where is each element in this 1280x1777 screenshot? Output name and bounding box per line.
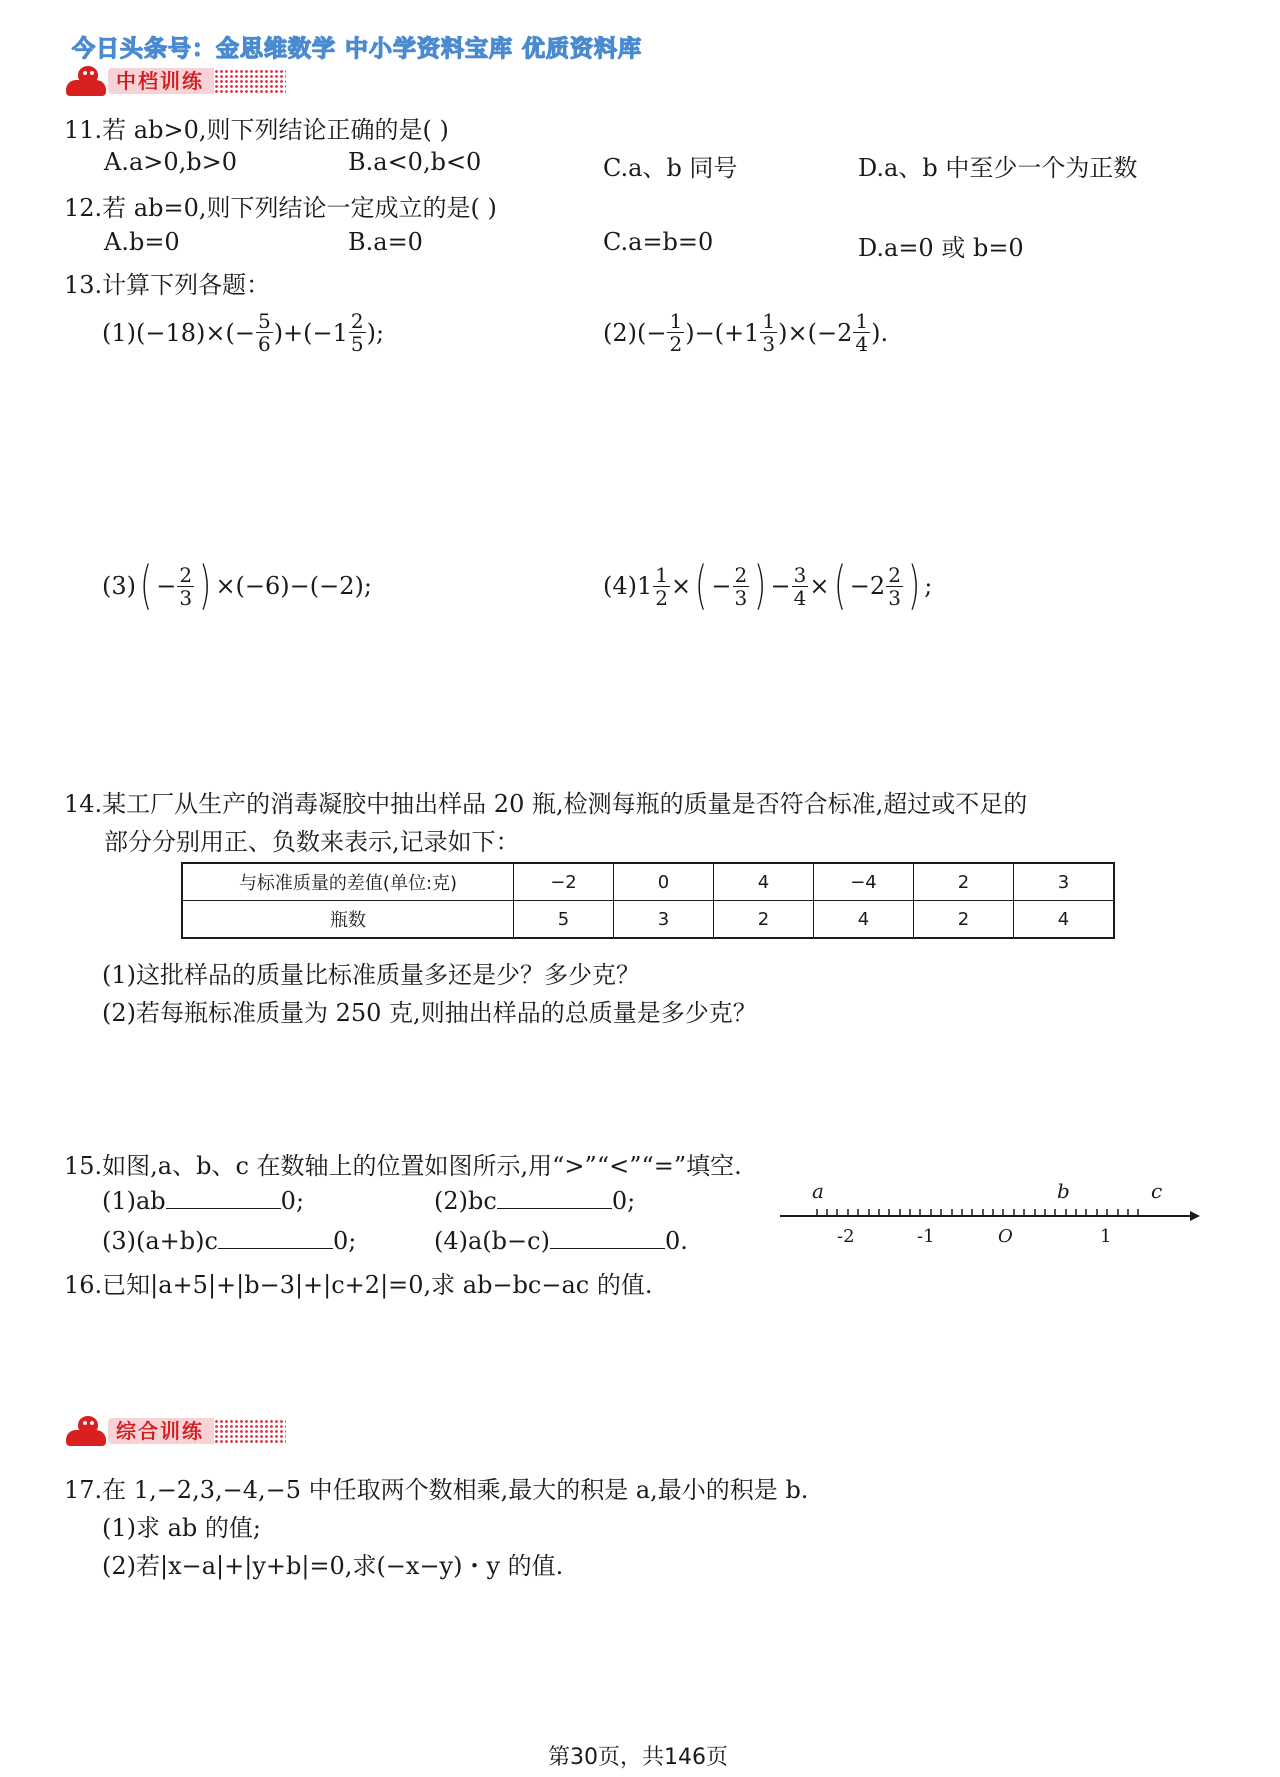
section-label-mid: 中档训练 — [108, 68, 214, 94]
table-cell: 2 — [714, 901, 814, 939]
mascot-icon — [62, 1416, 108, 1446]
q14-stem-line1: 14.某工厂从生产的消毒凝胶中抽出样品 20 瓶,检测每瓶的质量是否符合标准,超过或不足的 — [64, 790, 1028, 818]
q12-option-d: D.a=0 或 b=0 — [858, 234, 1024, 262]
q15-stem: 15.如图,a、b、c 在数轴上的位置如图所示,用“>”“<”“=”填空. — [64, 1152, 742, 1180]
table-cell: 4 — [814, 901, 914, 939]
dots-decoration — [214, 69, 286, 93]
fraction: $\frac{1}{2}$ — [669, 309, 683, 356]
answer-blank — [497, 1186, 612, 1209]
table-cell: −2 — [514, 863, 614, 901]
point-label-a: a — [812, 1179, 824, 1203]
q14-part2: (2)若每瓶标准质量为 250 克,则抽出样品的总质量是多少克？ — [102, 999, 757, 1027]
q13-part4: (4)1 $\frac{1}{2}$ × ( − $\frac{2}{3}$ ) − $\frac{3}{4}$ × ( −2 $\frac{2}{3}$ ) ; — [603, 556, 933, 616]
q13-part2: (2)(− $\frac{1}{2}$ )−(+1 $\frac{1}{3}$ )×(−2 $\frac{1}{4}$ ). — [603, 309, 889, 356]
q17-part2: (2)若|x−a|+|y+b|=0,求(−x−y)・y 的值. — [102, 1552, 564, 1580]
q15-part2: (2)bc 0; — [434, 1187, 636, 1215]
table-row-header: 瓶数 — [182, 901, 514, 939]
q11-stem: 11.若 ab>0,则下列结论正确的是( ) — [64, 116, 449, 144]
page-indicator: 第30页，共146页 — [548, 1745, 728, 1770]
section-banner-mid — [62, 66, 286, 96]
tick-label: 1 — [1100, 1226, 1112, 1247]
table-cell: 5 — [514, 901, 614, 939]
table-row — [182, 901, 1114, 939]
fraction: $\frac{1}{3}$ — [762, 309, 776, 356]
tick-label: -2 — [837, 1226, 855, 1247]
q14-stem-line2: 部分分别用正、负数来表示,记录如下： — [104, 828, 520, 856]
q11-option-c: C.a、b 同号 — [603, 154, 738, 182]
q15-part3: (3)(a+b)c 0; — [102, 1227, 357, 1255]
q13-stem: 13.计算下列各题： — [64, 271, 271, 299]
q11-option-d: D.a、b 中至少一个为正数 — [858, 154, 1138, 182]
table-cell: 4 — [1014, 901, 1115, 939]
q12-stem: 12.若 ab=0,则下列结论一定成立的是( ) — [64, 194, 497, 222]
table-row — [182, 863, 1114, 901]
tick-label: -1 — [917, 1226, 935, 1247]
fraction: $\frac{2}{3}$ — [888, 562, 901, 610]
fraction: $\frac{2}{3}$ — [179, 562, 193, 610]
arrow-icon — [1190, 1211, 1200, 1221]
q16-stem: 16.已知|a+5|+|b−3|+|c+2|=0,求 ab−bc−ac 的值. — [64, 1271, 653, 1299]
fraction: $\frac{1}{4}$ — [855, 309, 869, 356]
answer-blank — [218, 1226, 333, 1249]
tick-label: O — [998, 1226, 1013, 1247]
section-label-comprehensive: 综合训练 — [108, 1418, 214, 1444]
table-cell: 4 — [714, 863, 814, 901]
fraction: $\frac{1}{2}$ — [655, 562, 668, 610]
q15-part4: (4)a(b−c) 0. — [434, 1227, 688, 1255]
q17-stem: 17.在 1,−2,3,−4,−5 中任取两个数相乘,最大的积是 a,最小的积是 b. — [64, 1476, 809, 1504]
table-cell: −4 — [814, 863, 914, 901]
q12-option-c: C.a=b=0 — [603, 228, 714, 256]
q14-part1: (1)这批样品的质量比标准质量多还是少？多少克？ — [102, 961, 640, 989]
table-cell: 2 — [914, 901, 1014, 939]
point-label-c: c — [1151, 1179, 1163, 1203]
fraction: $\frac{2}{5}$ — [350, 309, 364, 356]
dots-decoration — [214, 1419, 286, 1443]
watermark-text: 今日头条号：金思维数学 中小学资料宝库 优质资料库 — [72, 36, 643, 62]
table-row-header: 与标准质量的差值(单位:克) — [182, 863, 514, 901]
table-cell: 0 — [614, 863, 714, 901]
q13-part3: (3) ( − $\frac{2}{3}$ ) ×(−6)−(−2); — [102, 556, 372, 616]
q17-part1: (1)求 ab 的值; — [102, 1514, 262, 1542]
q12-option-b: B.a=0 — [348, 228, 423, 256]
q11-option-a: A.a>0,b>0 — [104, 148, 238, 176]
table-cell: 2 — [914, 863, 1014, 901]
table-cell: 3 — [1014, 863, 1115, 901]
q15-part1: (1)ab 0; — [102, 1187, 305, 1215]
fraction: $\frac{3}{4}$ — [793, 562, 807, 610]
number-line — [775, 1178, 1205, 1248]
fraction: $\frac{5}{6}$ — [257, 309, 271, 356]
section-banner-comprehensive — [62, 1416, 286, 1446]
q11-option-b: B.a<0,b<0 — [348, 148, 482, 176]
point-label-b: b — [1057, 1179, 1070, 1203]
answer-blank — [166, 1186, 281, 1209]
table-cell: 3 — [614, 901, 714, 939]
q14-data-table — [181, 862, 1115, 939]
fraction: $\frac{2}{3}$ — [734, 562, 748, 610]
q13-part1: (1)(−18)×(− $\frac{5}{6}$ )+(−1 $\frac{2}{5}$ ); — [102, 309, 385, 356]
answer-blank — [550, 1226, 665, 1249]
q12-option-a: A.b=0 — [104, 228, 180, 256]
mascot-icon — [62, 66, 108, 96]
